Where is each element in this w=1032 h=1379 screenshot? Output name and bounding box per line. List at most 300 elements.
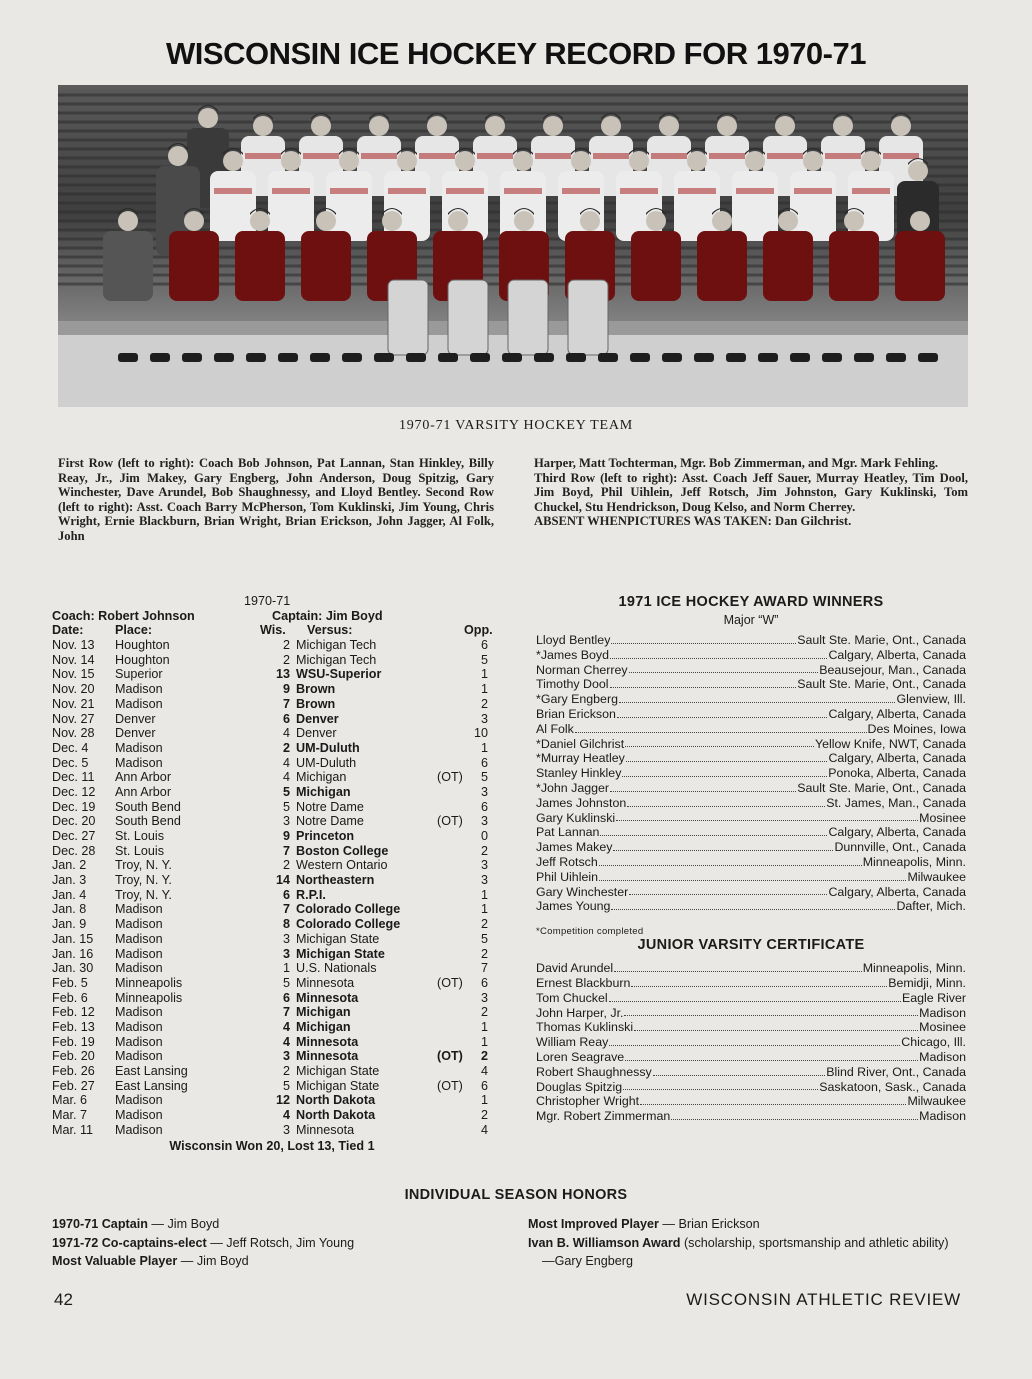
dot-leader bbox=[609, 991, 901, 1002]
major-w-entry bbox=[536, 899, 966, 914]
player-name: Ernest Blackburn bbox=[536, 975, 631, 990]
game-opponent: U.S. Nationals bbox=[296, 961, 377, 976]
roster-third-row: Third Row (left to right): Asst. Coach Jeff Sauer, Murray Heatley, Tim Dool, Jim Boyd, Phil Uihlein, Jeff Rotsch, Jim Johnston, Gary Kuklinski, Tom Chuckel, Stu Hendrickson, Doug Kelso, and Norm Cherrey. bbox=[534, 470, 968, 514]
game-wis-score: 8 bbox=[282, 917, 290, 932]
dot-leader bbox=[623, 1080, 818, 1091]
game-overtime: (OT) bbox=[437, 975, 463, 990]
game-opp-score: 5 bbox=[480, 931, 488, 946]
game-opp-score: 3 bbox=[480, 873, 488, 888]
game-wis-score: 2 bbox=[282, 858, 290, 873]
game-opp-score: 1 bbox=[480, 887, 488, 902]
header-opp: Opp. bbox=[464, 623, 493, 638]
game-date: Feb. 12 bbox=[52, 1005, 95, 1020]
dot-leader bbox=[575, 722, 867, 733]
player-name: *Gary Engberg bbox=[536, 692, 618, 707]
game-opponent: UM-Duluth bbox=[296, 740, 360, 755]
game-opponent: Brown bbox=[296, 696, 336, 711]
game-wis-score: 5 bbox=[282, 784, 290, 799]
game-opp-score: 2 bbox=[480, 1005, 488, 1020]
game-place: Madison bbox=[115, 961, 163, 976]
player-hometown: Milwaukee bbox=[907, 1094, 966, 1109]
game-place: East Lansing bbox=[115, 1064, 188, 1078]
dot-leader bbox=[629, 885, 827, 896]
page-title: WISCONSIN ICE HOCKEY RECORD FOR 1970-71 bbox=[166, 36, 866, 71]
game-place: Madison bbox=[115, 1005, 163, 1020]
dot-leader bbox=[599, 870, 906, 881]
game-opponent: Princeton bbox=[296, 829, 355, 843]
honor-cocaptains-label: 1971-72 Co-captains-elect bbox=[52, 1235, 207, 1250]
dot-leader bbox=[624, 1006, 918, 1017]
schedule-row bbox=[52, 800, 492, 815]
player-name: James Johnston bbox=[536, 795, 627, 810]
game-place: Madison bbox=[115, 902, 163, 917]
schedule-season: 1970-71 bbox=[244, 594, 291, 608]
schedule-row bbox=[52, 1049, 492, 1064]
dot-leader bbox=[653, 1065, 825, 1076]
dot-leader bbox=[600, 825, 827, 836]
game-opp-score: 7 bbox=[480, 961, 488, 976]
game-opp-score: 2 bbox=[480, 946, 488, 961]
player-hometown: Bemidji, Minn. bbox=[888, 975, 966, 990]
game-date: Mar. 11 bbox=[52, 1122, 94, 1137]
game-opp-score: 3 bbox=[480, 814, 488, 829]
honor-williamson-value: (scholarship, sportsmanship and athletic ability) bbox=[683, 1235, 949, 1250]
honors-left bbox=[52, 1215, 354, 1271]
game-wis-score: 5 bbox=[282, 799, 290, 814]
game-date: Feb. 20 bbox=[52, 1049, 95, 1064]
jv-entry bbox=[536, 961, 966, 976]
game-opp-score: 1 bbox=[480, 667, 488, 682]
honor-mvp-label: Most Valuable Player bbox=[52, 1254, 178, 1268]
game-wis-score: 12 bbox=[275, 1093, 290, 1108]
game-wis-score: 2 bbox=[282, 1064, 290, 1078]
player-hometown: Calgary, Alberta, Canada bbox=[828, 706, 966, 721]
jv-entry bbox=[536, 1094, 966, 1109]
game-date: Feb. 26 bbox=[52, 1064, 95, 1078]
game-opp-score: 10 bbox=[473, 726, 488, 741]
game-wis-score: 3 bbox=[282, 814, 290, 829]
player-hometown: Glenview, Ill. bbox=[896, 692, 966, 707]
photo-caption: 1970-71 VARSITY HOCKEY TEAM bbox=[398, 418, 634, 433]
schedule-row bbox=[52, 785, 492, 800]
game-place: Madison bbox=[115, 755, 163, 770]
schedule-row bbox=[52, 991, 492, 1006]
honor-improved-label: Most Improved Player bbox=[528, 1217, 659, 1231]
game-opponent: Colorado College bbox=[296, 917, 401, 932]
game-place: Madison bbox=[115, 740, 163, 755]
dot-leader bbox=[613, 840, 833, 851]
player-hometown: Eagle River bbox=[901, 990, 966, 1005]
jv-entry bbox=[536, 1050, 966, 1065]
game-place: Madison bbox=[115, 1093, 163, 1108]
honor-captain bbox=[52, 1215, 354, 1234]
game-date: Feb. 27 bbox=[52, 1078, 95, 1093]
player-hometown: Chicago, Ill. bbox=[901, 1035, 966, 1050]
game-place: Houghton bbox=[115, 652, 170, 667]
schedule-row bbox=[52, 873, 492, 888]
player-name: Loren Seagrave bbox=[536, 1049, 625, 1064]
player-hometown: Dafter, Mich. bbox=[896, 899, 966, 914]
schedule-games bbox=[52, 638, 492, 1137]
major-w-entry bbox=[536, 855, 966, 870]
player-name: Douglas Spitzig bbox=[536, 1079, 623, 1094]
header-versus: Versus: bbox=[307, 623, 353, 638]
game-place: Madison bbox=[115, 946, 163, 961]
dot-leader bbox=[611, 633, 796, 644]
schedule-row bbox=[52, 697, 492, 712]
game-opponent: North Dakota bbox=[296, 1093, 376, 1108]
dot-leader bbox=[614, 961, 862, 972]
game-opp-score: 2 bbox=[480, 917, 488, 932]
major-w-entry bbox=[536, 692, 966, 707]
game-opponent: Michigan Tech bbox=[296, 652, 377, 667]
player-hometown: Dunnville, Ont., Canada bbox=[834, 840, 966, 855]
player-name: James Young bbox=[536, 899, 611, 914]
honor-improved bbox=[528, 1215, 949, 1234]
awards-title: 1971 ICE HOCKEY AWARD WINNERS bbox=[618, 594, 884, 610]
major-w-entry bbox=[536, 766, 966, 781]
schedule-row bbox=[52, 844, 492, 859]
schedule-row bbox=[52, 770, 492, 785]
game-place: East Lansing bbox=[115, 1078, 188, 1093]
schedule-row bbox=[52, 1064, 492, 1079]
jv-entry bbox=[536, 1065, 966, 1080]
game-wis-score: 7 bbox=[282, 843, 290, 858]
game-opponent: Denver bbox=[296, 726, 337, 741]
game-wis-score: 7 bbox=[282, 902, 290, 917]
schedule-row bbox=[52, 682, 492, 697]
player-hometown: Sault Ste. Marie, Ont., Canada bbox=[797, 633, 966, 647]
player-name: John Harper, Jr. bbox=[536, 1005, 624, 1020]
game-wis-score: 4 bbox=[282, 726, 290, 741]
game-date: Dec. 20 bbox=[52, 814, 96, 829]
schedule-row bbox=[52, 1005, 492, 1020]
game-place: Denver bbox=[115, 711, 156, 726]
player-name: Thomas Kuklinski bbox=[536, 1020, 634, 1035]
game-opp-score: 3 bbox=[480, 858, 488, 873]
player-hometown: Sault Ste. Marie, Ont., Canada bbox=[797, 677, 966, 692]
player-hometown: Madison bbox=[919, 1049, 966, 1064]
schedule-table bbox=[52, 594, 492, 1154]
schedule-row bbox=[52, 653, 492, 668]
game-opp-score: 1 bbox=[480, 902, 488, 917]
game-opponent: Michigan State bbox=[296, 1078, 380, 1093]
game-date: Nov. 21 bbox=[52, 696, 95, 711]
game-place: St. Louis bbox=[115, 843, 165, 858]
game-date: Dec. 11 bbox=[52, 770, 95, 785]
dot-leader bbox=[616, 811, 918, 822]
player-hometown: Saskatoon, Sask., Canada bbox=[819, 1079, 966, 1094]
game-place: South Bend bbox=[115, 814, 181, 829]
schedule-row bbox=[52, 726, 492, 741]
header-place: Place: bbox=[115, 623, 153, 638]
game-opponent: Michigan bbox=[296, 1005, 351, 1020]
schedule-row bbox=[52, 932, 492, 947]
player-name: Al Folk bbox=[536, 721, 574, 736]
game-opp-score: 2 bbox=[480, 843, 488, 858]
honor-cocaptains bbox=[52, 1234, 354, 1253]
player-hometown: Madison bbox=[919, 1005, 966, 1020]
game-overtime: (OT) bbox=[437, 770, 463, 785]
game-opp-score: 3 bbox=[480, 711, 488, 726]
schedule-row bbox=[52, 976, 492, 991]
game-wis-score: 3 bbox=[282, 1049, 290, 1064]
player-hometown: Minneapolis, Minn. bbox=[862, 854, 966, 869]
major-w-entry bbox=[536, 796, 966, 811]
player-name: Lloyd Bentley bbox=[536, 633, 611, 647]
game-date: Jan. 2 bbox=[52, 858, 87, 873]
player-name: Timothy Dool bbox=[536, 677, 609, 692]
game-opponent: Northeastern bbox=[296, 873, 375, 888]
game-wis-score: 4 bbox=[282, 1019, 290, 1034]
game-date: Dec. 19 bbox=[52, 799, 96, 814]
game-place: South Bend bbox=[115, 799, 181, 814]
game-date: Nov. 20 bbox=[52, 682, 95, 697]
player-hometown: Blind River, Ont., Canada bbox=[826, 1064, 966, 1079]
game-wis-score: 4 bbox=[282, 770, 290, 785]
schedule-row bbox=[52, 888, 492, 903]
game-opponent: WSU-Superior bbox=[296, 667, 382, 682]
game-date: Jan. 30 bbox=[52, 961, 94, 976]
player-name: William Reay bbox=[536, 1035, 609, 1050]
game-opp-score: 3 bbox=[480, 784, 488, 799]
game-opp-score: 1 bbox=[480, 682, 488, 697]
honor-mvp bbox=[52, 1252, 354, 1271]
player-hometown: Yellow Knife, NWT, Canada bbox=[814, 736, 966, 751]
dot-leader bbox=[627, 796, 825, 807]
major-w-entry bbox=[536, 825, 966, 840]
game-wis-score: 6 bbox=[282, 990, 290, 1005]
game-wis-score: 3 bbox=[282, 931, 290, 946]
game-date: Nov. 13 bbox=[52, 638, 95, 653]
dot-leader bbox=[610, 648, 827, 659]
player-name: Gary Winchester bbox=[536, 884, 629, 899]
game-place: Minneapolis bbox=[115, 975, 183, 990]
game-place: Madison bbox=[115, 917, 163, 932]
game-opp-score: 2 bbox=[480, 1108, 488, 1123]
jv-entry bbox=[536, 976, 966, 991]
schedule-row bbox=[52, 1108, 492, 1123]
schedule-row bbox=[52, 858, 492, 873]
honor-captain-value: — Jim Boyd bbox=[151, 1217, 220, 1231]
schedule-coach: Coach: Robert Johnson bbox=[52, 608, 195, 623]
player-name: Robert Shaughnessy bbox=[536, 1064, 652, 1079]
dot-leader bbox=[629, 663, 819, 674]
game-opp-score: 3 bbox=[480, 990, 488, 1005]
game-opponent: R.P.I. bbox=[296, 887, 326, 902]
schedule-row bbox=[52, 756, 492, 771]
game-wis-score: 6 bbox=[282, 887, 290, 902]
player-name: Christopher Wright bbox=[536, 1094, 640, 1109]
game-date: Jan. 9 bbox=[52, 917, 87, 932]
major-w-list bbox=[536, 633, 966, 914]
game-opponent: Michigan bbox=[296, 770, 347, 785]
game-place: Superior bbox=[115, 667, 163, 682]
major-w-entry bbox=[536, 781, 966, 796]
schedule-row bbox=[52, 712, 492, 727]
honors-title: INDIVIDUAL SEASON HONORS bbox=[404, 1187, 628, 1203]
player-hometown: Minneapolis, Minn. bbox=[862, 961, 966, 976]
game-place: Madison bbox=[115, 1019, 163, 1034]
player-hometown: Mosinee bbox=[919, 810, 966, 825]
game-date: Dec. 5 bbox=[52, 755, 89, 770]
game-opp-score: 6 bbox=[480, 755, 488, 770]
schedule-row bbox=[52, 1123, 492, 1138]
player-hometown: Mosinee bbox=[919, 1020, 966, 1035]
honors-right bbox=[528, 1215, 949, 1271]
major-w-entry bbox=[536, 737, 966, 752]
game-opponent: Michigan bbox=[296, 784, 351, 799]
dot-leader bbox=[625, 737, 814, 748]
schedule-coach-row bbox=[52, 609, 492, 624]
player-hometown: Calgary, Alberta, Canada bbox=[828, 884, 966, 899]
major-w-entry bbox=[536, 633, 966, 648]
major-w-entry bbox=[536, 648, 966, 663]
game-wis-score: 9 bbox=[282, 829, 290, 843]
major-w-entry bbox=[536, 840, 966, 855]
major-w-entry bbox=[536, 677, 966, 692]
game-opp-score: 4 bbox=[480, 1064, 488, 1078]
game-opponent: Western Ontario bbox=[296, 858, 388, 873]
game-opponent: Notre Dame bbox=[296, 814, 364, 829]
game-wis-score: 4 bbox=[282, 1108, 290, 1123]
dot-leader bbox=[610, 677, 797, 688]
game-overtime: (OT) bbox=[437, 1049, 463, 1064]
game-wis-score: 3 bbox=[282, 946, 290, 961]
dot-leader bbox=[634, 1020, 918, 1031]
game-date: Jan. 8 bbox=[52, 902, 87, 917]
header-date: Date: bbox=[52, 623, 84, 638]
game-opponent: North Dakota bbox=[296, 1108, 376, 1123]
game-date: Nov. 14 bbox=[52, 652, 95, 667]
awards-subtitle: Major “W” bbox=[723, 613, 779, 627]
jv-entry bbox=[536, 1080, 966, 1095]
player-name: *James Boyd bbox=[536, 647, 610, 662]
game-date: Dec. 4 bbox=[52, 740, 89, 755]
dot-leader bbox=[671, 1109, 918, 1120]
game-opp-score: 2 bbox=[480, 696, 488, 711]
player-hometown: Des Moines, Iowa bbox=[867, 721, 966, 736]
game-opp-score: 1 bbox=[480, 1093, 488, 1108]
game-date: Dec. 12 bbox=[52, 784, 96, 799]
major-w-entry bbox=[536, 811, 966, 826]
game-opponent: Brown bbox=[296, 682, 336, 697]
roster-text-continued: Harper, Matt Tochterman, Mgr. Bob Zimmerman, and Mgr. Mark Fehling. bbox=[534, 456, 939, 470]
schedule-row bbox=[52, 1020, 492, 1035]
schedule-row bbox=[52, 902, 492, 917]
awards-note: *Competition completed bbox=[536, 926, 644, 938]
game-opp-score: 6 bbox=[480, 799, 488, 814]
player-name: Brian Erickson bbox=[536, 706, 616, 721]
game-date: Jan. 16 bbox=[52, 946, 94, 961]
player-name: Stanley Hinkley bbox=[536, 766, 622, 781]
game-date: Feb. 13 bbox=[52, 1019, 95, 1034]
player-hometown: Calgary, Alberta, Canada bbox=[828, 647, 966, 662]
game-place: Troy, N. Y. bbox=[115, 887, 172, 902]
major-w-entry bbox=[536, 722, 966, 737]
game-wis-score: 7 bbox=[282, 1005, 290, 1020]
player-name: Norman Cherrey bbox=[536, 662, 628, 677]
schedule-row bbox=[52, 947, 492, 962]
schedule-row bbox=[52, 1079, 492, 1094]
game-overtime: (OT) bbox=[437, 1078, 463, 1093]
dot-leader bbox=[640, 1094, 906, 1105]
player-hometown: Beausejour, Man., Canada bbox=[819, 662, 966, 677]
game-place: Minneapolis bbox=[115, 990, 183, 1005]
game-opp-score: 5 bbox=[480, 770, 488, 785]
game-opponent: Michigan State bbox=[296, 1064, 380, 1078]
schedule-header-row bbox=[52, 623, 492, 638]
game-date: Jan. 4 bbox=[52, 887, 87, 902]
schedule-row bbox=[52, 1093, 492, 1108]
game-opp-score: 4 bbox=[480, 1122, 488, 1137]
major-w-entry bbox=[536, 707, 966, 722]
game-opponent: Michigan bbox=[296, 1019, 351, 1034]
game-opponent: Michigan Tech bbox=[296, 638, 377, 653]
game-wis-score: 13 bbox=[275, 667, 290, 682]
game-date: Mar. 7 bbox=[52, 1108, 87, 1123]
player-name: *Daniel Gilchrist bbox=[536, 736, 625, 751]
game-opponent: UM-Duluth bbox=[296, 755, 357, 770]
game-place: Madison bbox=[115, 1049, 163, 1064]
game-opponent: Minnesota bbox=[296, 1122, 355, 1137]
game-place: Troy, N. Y. bbox=[115, 873, 172, 888]
player-hometown: Calgary, Alberta, Canada bbox=[828, 751, 966, 766]
honor-mvp-value: — Jim Boyd bbox=[180, 1254, 249, 1268]
game-date: Feb. 5 bbox=[52, 975, 88, 990]
player-hometown: Sault Ste. Marie, Ont., Canada bbox=[797, 780, 966, 795]
game-date: Nov. 15 bbox=[52, 667, 95, 682]
dot-leader bbox=[599, 855, 862, 866]
game-wis-score: 9 bbox=[282, 682, 290, 697]
game-date: Feb. 19 bbox=[52, 1034, 95, 1049]
game-wis-score: 5 bbox=[282, 1078, 290, 1093]
game-opponent: Notre Dame bbox=[296, 799, 364, 814]
game-wis-score: 7 bbox=[282, 696, 290, 711]
game-date: Dec. 28 bbox=[52, 843, 96, 858]
honor-cocaptains-value: — Jeff Rotsch, Jim Young bbox=[210, 1235, 355, 1250]
award-winners bbox=[536, 594, 966, 1124]
game-opp-score: 6 bbox=[480, 975, 488, 990]
jv-entry bbox=[536, 991, 966, 1006]
schedule-summary: Wisconsin Won 20, Lost 13, Tied 1 bbox=[169, 1139, 375, 1154]
dot-leader bbox=[611, 899, 895, 910]
roster-text: First Row (left to right): Coach Bob Johnson, Pat Lannan, Stan Hinkley, Billy Reay, Jr., Jim Makey, Gary Engberg, John Anderson, Doug Spitzig, Gary Winchester, Dave Arundel, Bob Shaughnessy, and Lloyd Bentley. Second Row (left to right): Asst. Coach Barry McPherson, Tom Kuklinski, Jim Young, Chris Wright, Ernie Blackburn, Brian Wright, Brian Erickson, John Jagger, Al Folk, John bbox=[58, 456, 494, 543]
major-w-entry bbox=[536, 751, 966, 766]
dot-leader bbox=[631, 976, 887, 987]
schedule-row bbox=[52, 829, 492, 844]
game-opponent: Boston College bbox=[296, 843, 389, 858]
player-hometown: Milwaukee bbox=[907, 869, 966, 884]
game-wis-score: 6 bbox=[282, 711, 290, 726]
game-opp-score: 6 bbox=[480, 638, 488, 653]
schedule-row bbox=[52, 638, 492, 653]
major-w-entry bbox=[536, 885, 966, 900]
game-place: Denver bbox=[115, 726, 156, 741]
game-place: St. Louis bbox=[115, 829, 165, 843]
player-name: Pat Lannan bbox=[536, 825, 600, 840]
schedule-season-row bbox=[52, 594, 492, 609]
game-overtime: (OT) bbox=[437, 814, 463, 829]
game-wis-score: 14 bbox=[275, 873, 290, 888]
game-opponent: Minnesota bbox=[296, 1034, 359, 1049]
player-name: Tom Chuckel bbox=[536, 990, 608, 1005]
dot-leader bbox=[626, 751, 828, 762]
game-place: Houghton bbox=[115, 638, 170, 653]
player-name: Mgr. Robert Zimmerman bbox=[536, 1109, 671, 1124]
game-place: Madison bbox=[115, 1108, 163, 1123]
game-wis-score: 2 bbox=[282, 740, 290, 755]
